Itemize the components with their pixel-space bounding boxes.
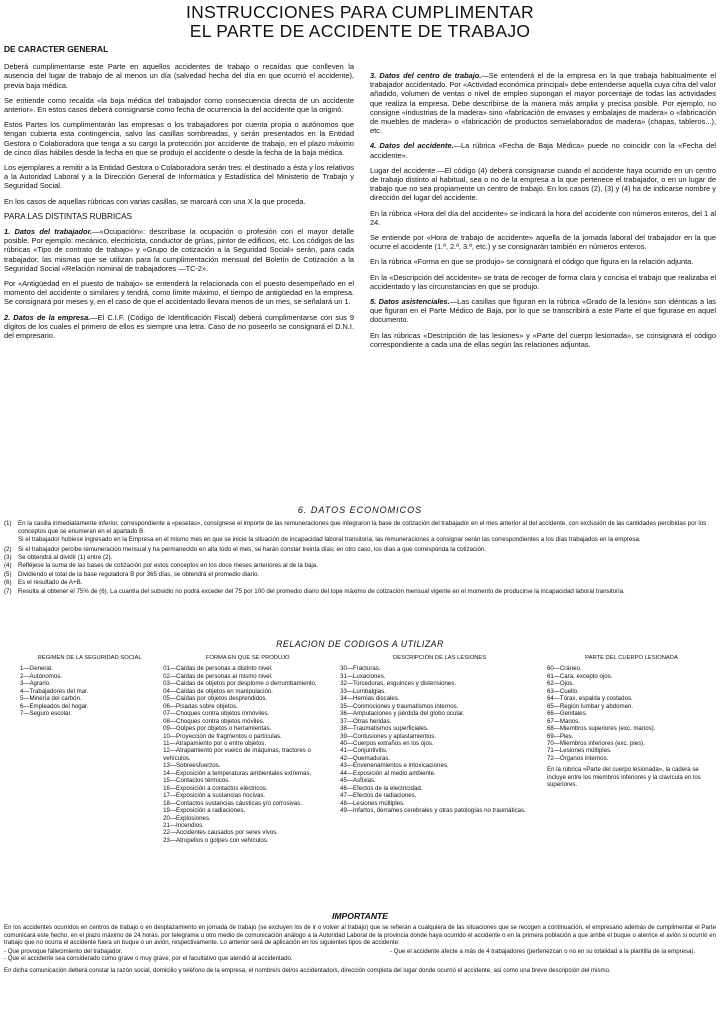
- general-heading: DE CARACTER GENERAL: [4, 44, 109, 54]
- code-item: 18—Contactos sustancias cáusticas y/o corrosivas.: [163, 799, 303, 807]
- code-item: 41—Conjuntivitis.: [340, 747, 388, 755]
- general-paragraph: Estos Partes los cumplimentarán las empresas o los trabajadores por cuenta propia o autónomos que tengan cubierta esta contingencia, salvo las casillas sombreadas, y serán presentados en la Entidad Gestora o Colaboradora que tenga a su cargo la protección por accidente de trabajo, en el plazo máximo de cinco días hábiles desde la fecha en que se produjo el accidente o desde la fecha de la baja médica.: [4, 120, 354, 157]
- column-note: En la rúbrica «Parte del cuerpo lesionada», la cadera se incluye entre los miembros inferiores y la clavícula en los superiores.: [547, 766, 701, 789]
- general-paragraph: Los ejemplares a remitir a la Entidad Gestora o Colaboradora serán tres: el destinado a ésta y los relativos a la Autoridad Laboral y a la Dirección General de Informática y Estadística del Ministerio de Trabajo y Seguridad Social.: [4, 163, 354, 191]
- code-item: 7—Seguro escolar.: [20, 710, 72, 718]
- code-item: 62—Ojos.: [547, 680, 575, 688]
- datos-text: Refléjese la suma de las bases de cotización por estos conceptos en los doce meses anteriores al de la baja.: [18, 562, 318, 570]
- code-item: 08—Choques contra objetos móviles.: [163, 717, 265, 725]
- rubrica-text: Por «Antigüedad en el puesto de trabajo» se entenderá la relacionada con el puesto desempeñado en el momento del accidente o similares y tendrá, como límite máximo, el tiempo de antigüedad en la empresa. Se consignará por meses y, en el caso de que el accidentado llevara menos de un mes, se señalará un 1.: [4, 279, 354, 307]
- left-column: [4, 45, 354, 346]
- code-item: 61—Cara, excepto ojos.: [547, 672, 613, 680]
- datos-text: Se obtendrá al dividir (1) entre (2).: [18, 554, 113, 562]
- code-item: 10—Proyección de fragmentos o partículas.: [163, 732, 282, 740]
- code-item: 23—Atropellos o golpes con vehículos.: [163, 836, 269, 844]
- datos-num: (1): [4, 520, 12, 528]
- rubrica-label: 1. Datos del trabajador.: [4, 227, 93, 237]
- code-list: [163, 665, 332, 844]
- rubrica-item: [4, 313, 354, 341]
- forma-column: [159, 655, 332, 844]
- code-item: 04—Caídas de objetos en manipulación.: [163, 687, 273, 695]
- rubrica-item: [370, 331, 716, 349]
- document-title: [0, 3, 720, 41]
- code-item: 6—Empleados del hogar.: [20, 702, 89, 710]
- code-item: 39—Contusiones y aplastamientos.: [340, 732, 437, 740]
- rubrica-label: 4. Datos del accidente.: [370, 141, 454, 151]
- datos-text: Resulta al obtener el 75% de (6). La cuantía del subsidio no podrá exceder del 75 por 100 del promedio diario del tope máximo de cotización mensual vigente en el momento de producirse la incapacidad laboral transitoria.: [18, 587, 625, 595]
- general-paragraph: Se entiende como recaída «la baja médica del trabajador como consecuencia directa de un accidente anterior». En estos casos deberá consignarse como fecha de ocurrencia la del accidente que la originó.: [4, 95, 354, 115]
- rubrica-text: En la «Descripción del accidente» se trata de recoger de forma clara y concisa el trabajo que realizaba el accidentado y las circunstancias en que se produjo.: [370, 272, 716, 291]
- code-item: 34—Hernias discales.: [340, 695, 400, 703]
- rubrica-text: Se entiende por «Hora de trabajo de accidente» aquella de la jornada laboral del trabajador en la que ocurre el accidente (1.ª, 2.ª, 3.ª, etc.) y se consignarán también en números enteros.: [370, 233, 716, 252]
- code-item: 4—Trabajadores del mar.: [20, 687, 89, 695]
- code-item: 3—Agrario.: [20, 680, 51, 688]
- code-list: [20, 665, 159, 717]
- code-item: 65—Región lumbar y abdomen.: [547, 702, 634, 710]
- code-item: 2—Autónomos.: [20, 672, 63, 680]
- importante-section: [4, 913, 716, 976]
- rubrica-label: 2. Datos de la empresa.: [4, 312, 91, 322]
- rubrica-item: [4, 227, 354, 273]
- title-line-1: INSTRUCCIONES PARA CUMPLIMENTAR: [186, 2, 534, 22]
- datos-row: [4, 571, 716, 578]
- datos-text: Dividiendo el total de la base reguladora B por 365 días, se obtendrá el promedio diario.: [18, 570, 260, 578]
- datos-row: [4, 588, 716, 595]
- rubrica-text: En la rúbrica «Hora del día del accidente» se indicará la hora del accidente con números enteros, del 1 al 24.: [370, 208, 716, 227]
- rubrica-label: 3. Datos del centro de trabajo.: [370, 71, 482, 80]
- code-item: 15—Contactos térmicos.: [163, 777, 230, 785]
- code-item: 35—Conmociones y traumatismos internos.: [340, 702, 459, 710]
- rubrica-text: En las rúbricas «Descripción de las lesiones» y «Parte del cuerpo lesionada», se consignará el código correspondiente a cada una de ellas según las relaciones adjuntas.: [370, 330, 716, 349]
- rubrica-item: [4, 279, 354, 307]
- code-item: 72—Órganos internos.: [547, 754, 609, 762]
- code-item: 64—Tórax, espalda y costados.: [547, 695, 633, 703]
- datos-row: [4, 579, 716, 586]
- relacion-heading: RELACION DE CODIGOS A UTILIZAR: [276, 639, 444, 649]
- rubrica-item: [370, 233, 716, 251]
- rubrica-label: 5. Datos asistenciales.: [370, 297, 450, 307]
- datos-row: [4, 536, 716, 543]
- datos-num: (7): [4, 587, 12, 595]
- code-item: 13—Sobreesfuerzos.: [163, 762, 221, 770]
- code-item: 69—Pies.: [547, 732, 574, 740]
- datos-num: (2): [4, 545, 12, 553]
- accident-type: - Que provoque fallecimiento del trabajador.: [4, 948, 123, 956]
- general-paragraph: En los casos de aquellas rúbricas con varias casillas, se marcará con una X la que proceda.: [4, 196, 306, 206]
- code-item: 33—Lumbalgias.: [340, 687, 386, 695]
- accident-types-left: [4, 948, 330, 963]
- code-item: 1—General.: [20, 665, 53, 673]
- datos-text: Si el trabajador percibe remuneración mensual y ha permanecido en alta todo el mes, se harán constar treinta días; en otro caso, los días a que corresponda la cotización.: [18, 545, 487, 553]
- importante-paragraph: En dicha comunicación deberá constar la razón social, domicilio y teléfono de la empresa, el nombre/s del/os accidentado/s, dirección completa del lugar donde ocurrió el accidente, así como una breve descripción del mismo.: [4, 966, 611, 974]
- code-item: 05—Caídas por objetos desprendidos.: [163, 695, 268, 703]
- code-item: 66—Genitales.: [547, 710, 588, 718]
- code-item: 16—Exposición a contactos eléctricos.: [163, 784, 268, 792]
- code-list: [547, 665, 716, 762]
- accident-types: [4, 948, 716, 963]
- accident-types-right: [330, 948, 716, 963]
- datos-economicos-section: [4, 507, 716, 596]
- relacion-codigos-section: [4, 639, 716, 844]
- code-item: 31—Luxaciones.: [340, 672, 386, 680]
- rubrica-text: En la rúbrica «Forma en que se produjo» se consignará el código que figura en la relación adjunta.: [370, 257, 694, 267]
- code-item: 12—Atrapamiento por vuelco de máquinas, tractores o vehículos.: [163, 747, 311, 762]
- code-item: 71—Lesiones múltiples.: [547, 747, 612, 755]
- code-item: 5—Minería del carbón.: [20, 695, 82, 703]
- code-item: 32—Torceduras, esguinces y distensiones.: [340, 680, 457, 688]
- datos-text: En la casilla inmediatamente inferior, correspondiente a «pesetas», consígnese el importe de las remuneraciones que integraron la base de cotización del trabajador en el mes anterior al del accidente, con exclusión de las cantidades percibidas por los conceptos que se enumeran en el apartado B.: [18, 520, 707, 535]
- datos-text: Si el trabajador hubiese ingresado en la Empresa en el mismo mes en que se inicie la situación de incapacidad laboral transitoria, las remuneraciones a consignar serán las correspondientes a los días trabajados en la empresa.: [18, 536, 641, 544]
- datos-heading: 6. DATOS ECONOMICOS: [297, 505, 423, 515]
- code-item: 67—Manos.: [547, 717, 580, 725]
- datos-text: Es el resultado de A+B.: [18, 579, 83, 587]
- rubrica-text: —«Ocupación»: descríbase la ocupación o profesión con el mayor detalle posible. Por ejemplo: mecánico, electricista, conductor de grúas, pintor de edificios, etc. Los códigos de las rúbricas «Tipo de contrato de trabajo» y «Grupo de cotización a la Seguridad Social» serán, para cada trabajador, las mismas que se utilizan para la cumplimentación mensual del Boletín de Cotización a la Seguridad Social «Relación nominal de trabajadores —TC-2».: [4, 227, 355, 273]
- datos-num: (5): [4, 570, 12, 578]
- code-item: 30—Fracturas.: [340, 665, 381, 673]
- code-item: 68—Miembros superiores (exc. manos).: [547, 725, 656, 733]
- code-item: 20—Explosiones.: [163, 814, 211, 822]
- code-list: [340, 665, 539, 814]
- column-heading: PARTE DEL CUERPO LESIONADA: [585, 655, 678, 661]
- code-item: 46—Efectos de la electricidad.: [340, 784, 423, 792]
- codes-grid: [4, 655, 716, 844]
- rubricas-heading: PARA LAS DISTINTAS RUBRICAS: [4, 211, 132, 221]
- rubrica-item: [370, 71, 716, 135]
- datos-num: (4): [4, 562, 12, 570]
- datos-row: [4, 554, 716, 561]
- code-item: 06—Pisadas sobre objetos.: [163, 702, 238, 710]
- rubrica-item: [370, 297, 716, 325]
- code-item: 63—Cuello.: [547, 687, 579, 695]
- rubrica-item: [370, 141, 716, 159]
- rubrica-text: Lugar del accidente.—El código (4) deberá consignarse cuando el accidente haya ocurrido en un centro de trabajo distinto al habitual, sea o no de la empresa a la que pertenece el trabajador, o en un lugar de trabajo que no sea propiamente un centro de trabajo. En los casos (2), (3) y (4) ha de indicarse nombre y dirección del lugar del accidente.: [370, 165, 716, 203]
- code-item: 11—Atrapamiento por o entre objetos.: [163, 739, 267, 747]
- code-item: 42—Quemaduras.: [340, 754, 390, 762]
- code-item: 36—Amputaciones y pérdida del globo ocular.: [340, 710, 465, 718]
- code-item: 03—Caídas de objetos por desplome o derrumbamiento.: [163, 680, 317, 688]
- rubrica-item: [370, 257, 716, 266]
- datos-num: (3): [4, 554, 12, 562]
- title-line-2: EL PARTE DE ACCIDENTE DE TRABAJO: [189, 21, 531, 41]
- code-item: 48—Lesiones múltiples.: [340, 799, 405, 807]
- instructions-columns: [4, 45, 716, 505]
- code-item: 45—Asfixias.: [340, 777, 376, 785]
- code-item: 37—Otras heridas.: [340, 717, 392, 725]
- column-heading: RÉGIMEN DE LA SEGURIDAD SOCIAL: [37, 655, 142, 661]
- rubrica-item: [370, 166, 716, 203]
- rubrica-text: —Se entenderá el de la empresa en la que trabaja habitualmente el trabajador accidentado. Por «Actividad económica principal» debe entenderse aquella cuya cifra del valor añadido, volumen de ventas o nivel de empleo supongan el mayor porcentaje de todas las actividades que realiza la empresa. Debe describirse de la manera más amplia y precisa posible. Por ejemplo, no consigne «industrias de la madera» sino «fabricación de envases y embalajes de madera» o «fabricación de muebles de madera» o «fabricación de productos semielaborados de madera» (chapas, tableros...), etc.: [370, 71, 716, 136]
- importante-heading: IMPORTANTE: [331, 911, 389, 921]
- code-item: 40—Cuerpos extraños en los ojos.: [340, 739, 434, 747]
- code-item: 49—Infartos, derrames cerebrales y otras patologías no traumáticas.: [340, 807, 526, 815]
- rubrica-text: —La rúbrica «Fecha de Baja Médica» puede no coincidir con la «Fecha del accidente».: [370, 141, 716, 160]
- code-item: 38—Traumatismos superficiales.: [340, 725, 429, 733]
- code-item: 44—Exposición al medio ambiente.: [340, 769, 436, 777]
- code-item: 22—Accidentes causados por seres vivos.: [163, 829, 278, 837]
- rubrica-text: —El C.I.F. (Código de Identificación Fiscal) deberá cumplimentarse con sus 9 dígitos de los cuales el primero de ellos es siempre una letra. Caso de no poseerlo se consignará el D.N.I. del empresario.: [4, 312, 355, 341]
- right-column: [370, 71, 716, 355]
- datos-num: (6): [4, 579, 12, 587]
- rubrica-text: —Las casillas que figuran en la rúbrica «Grado de la lesión» son idénticas a las que figuran en el Parte Médico de Baja, por lo que se transcribirá a este Parte el que figurase en aquel documento.: [370, 297, 716, 325]
- datos-row: [4, 562, 716, 569]
- rubrica-item: [370, 273, 716, 291]
- code-item: 07—Choques contra objetos inmóviles.: [163, 710, 270, 718]
- general-paragraph: Deberá cumplimentarse este Parte en aquellos accidentes de trabajo o recaídas que conlleven la ausencia del lugar de trabajo de al menos un día (salvedad hecha del día en que ocurrió el accidente), previa baja médica.: [4, 62, 354, 90]
- code-item: 43—Envenenamientos e intoxicaciones.: [340, 762, 449, 770]
- cuerpo-column: [539, 655, 716, 844]
- importante-paragraph: En los accidentes ocurridos en centros de trabajo o en desplazamiento en jornada de trabajo (se excluyen los de ir o volver al trabajo) que se refieran a cualquiera de las situaciones que se recogen a continuación, el empresario además de cumplimentar el Parte comunicará este hecho, en el plazo máximo de 24 horas, por telegrama u otro medio de comunicación análogo a la Autoridad Laboral de la provincia donde haya ocurrido el accidente o en la primera población a que arribe el buque o aterrice el avión si ocurrió en trabajo que no ocurra el accidente fuera un buque o un avión, respectivamente. Lo anterior será de aplicación en los siguientes tipos de accidente:: [4, 924, 716, 946]
- code-item: 09—Golpes por objetos o herramientas.: [163, 725, 272, 733]
- rubrica-item: [370, 209, 716, 227]
- code-item: 19—Exposición a radiaciones.: [163, 807, 246, 815]
- code-item: 17—Exposición a sustancias nocivas.: [163, 792, 266, 800]
- datos-row: [4, 546, 716, 553]
- code-item: 60—Cráneo.: [547, 665, 582, 673]
- accident-type: - Que el accidente sea considerado como grave o muy grave, por el facultativo que atendió al accidentado.: [4, 955, 293, 963]
- regimen-column: [4, 655, 159, 844]
- code-item: 21—Incendios.: [163, 821, 204, 829]
- code-item: 70—Miembros inferiores (exc. pies).: [547, 739, 645, 747]
- code-item: 01—Caídas de personas a distinto nivel.: [163, 665, 273, 673]
- column-heading: FORMA EN QUE SE PRODUJO: [205, 655, 290, 661]
- accident-type: - Que el accidente afecte a más de 4 trabajadores (pertenezcan o no en su totalidad a la plantilla de la empresa).: [390, 948, 696, 956]
- code-item: 47—Efectos de radiaciones.: [340, 792, 417, 800]
- lesiones-column: [332, 655, 539, 844]
- code-item: 14—Exposición a temperaturas ambientales extremas.: [163, 769, 312, 777]
- datos-row: [4, 520, 716, 535]
- code-item: 02—Caídas de personas al mismo nivel.: [163, 672, 273, 680]
- column-heading: DESCRIPCIÓN DE LAS LESIONES: [393, 655, 487, 661]
